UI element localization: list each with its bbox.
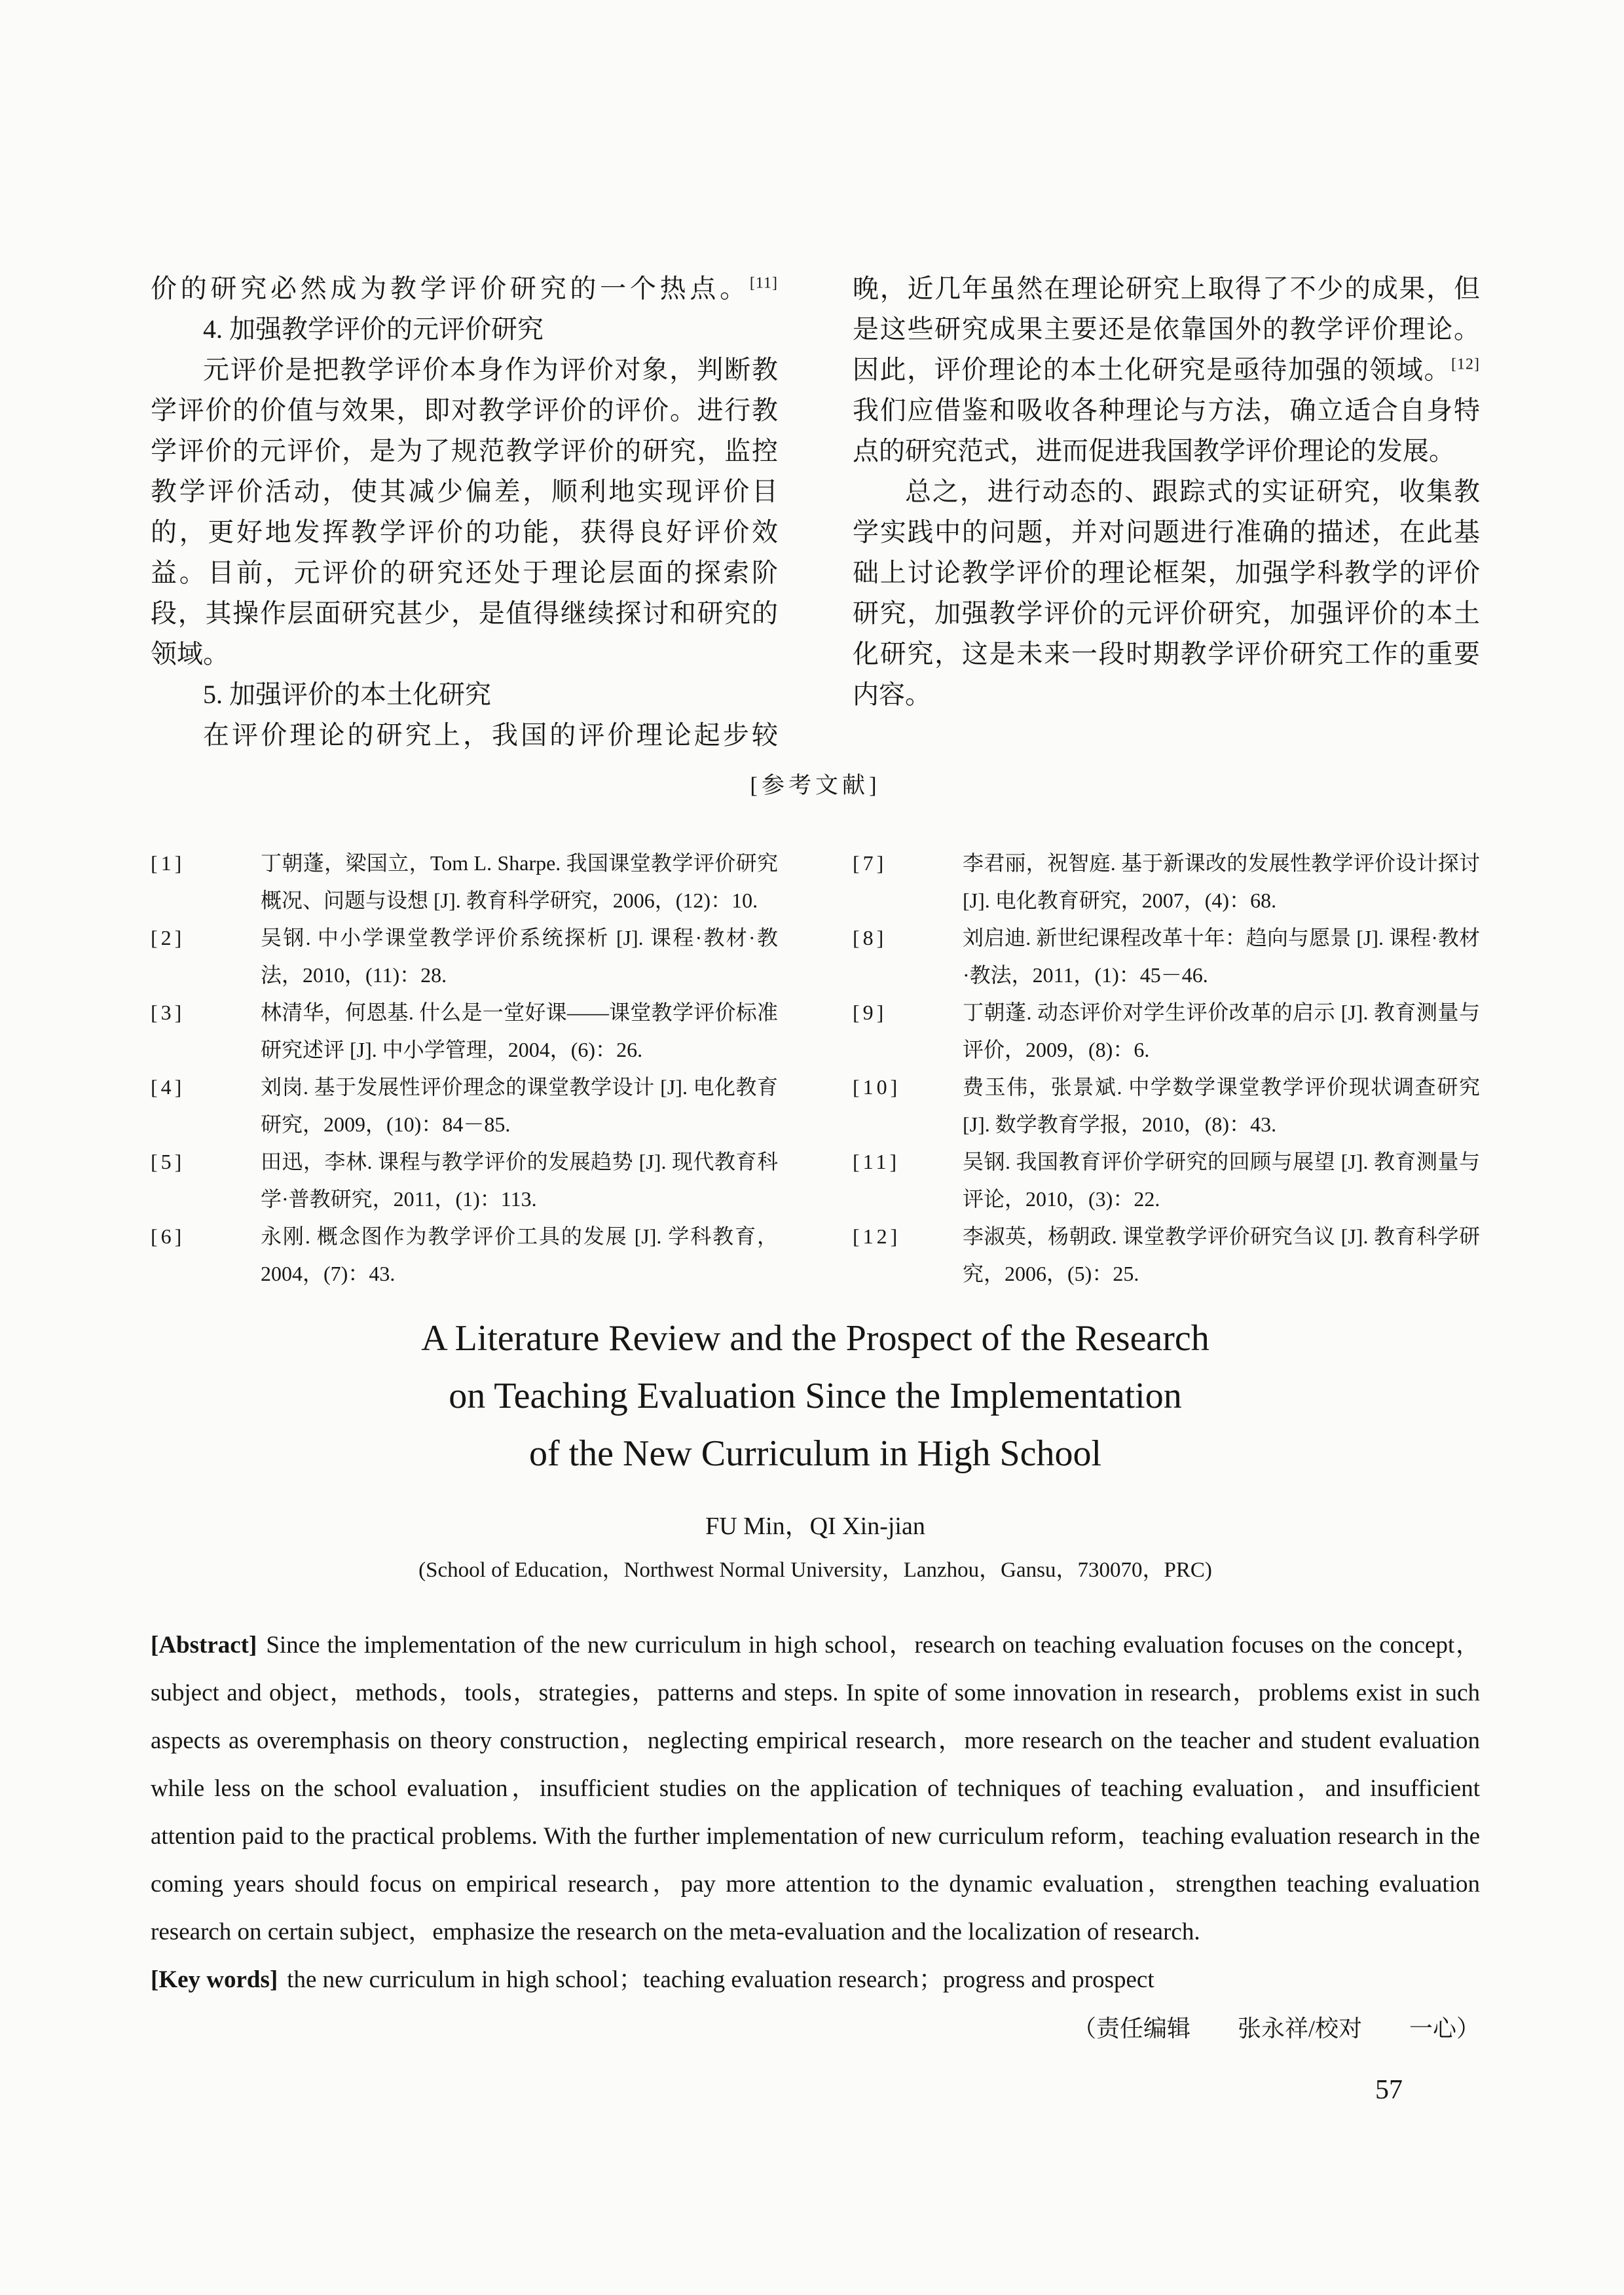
- reference-entry: [151, 1218, 778, 1293]
- reference-entry: [853, 1143, 1480, 1218]
- paragraph-text: 晚，近几年虽然在理论研究上取得了不少的成果，但是这些研究成果主要还是依靠国外的教学评价理论。因此，评价理论的本土化研究是亟待加强的领域。: [853, 274, 1480, 384]
- editor-note: （责任编辑 张永祥/校对 一心）: [1072, 2015, 1480, 2042]
- reference-number: [5]: [151, 1150, 185, 1173]
- reference-text: 李淑英，杨朝政. 课堂教学评价研究刍议 [J]. 教育科学研究，2006，(5)：25.: [963, 1224, 1480, 1285]
- reference-text: 吴钢. 中小学课堂教学评价系统探析 [J]. 课程·教材·教法，2010，(11)：28.: [261, 926, 778, 987]
- reference-number: [3]: [151, 1001, 185, 1024]
- reference-text: 费玉伟，张景斌. 中学数学课堂教学评价现状调查研究 [J]. 数学教育学报，2010，(8)：43.: [963, 1075, 1480, 1136]
- reference-text: 丁朝蓬. 动态评价对学生评价改革的启示 [J]. 教育测量与评价，2009，(8)：6.: [963, 1001, 1480, 1061]
- reference-number: [12]: [853, 1224, 901, 1248]
- reference-entry: [151, 1143, 778, 1218]
- reference-text: 田迅，李林. 课程与教学评价的发展趋势 [J]. 现代教育科学·普教研究，2011，(1)：113.: [261, 1150, 778, 1211]
- references-columns: [151, 845, 1480, 1293]
- reference-entry: [151, 845, 778, 919]
- reference-number: [2]: [151, 926, 185, 949]
- reference-entry: [853, 1069, 1480, 1143]
- body-columns: [151, 268, 1480, 756]
- references-right-column: [853, 845, 1480, 1293]
- reference-entry: [853, 1218, 1480, 1293]
- english-title-line: of the New Curriculum in High School: [528, 1433, 1102, 1474]
- reference-text: 林清华，何恩基. 什么是一堂好课——课堂教学评价标准研究述评 [J]. 中小学管理，2004，(6)：26.: [261, 1001, 778, 1061]
- affiliation-line: (School of Education，Northwest Normal University，Lanzhou，Gansu，730070，PRC): [418, 1558, 1212, 1582]
- paragraph-text: 我们应借鉴和吸收各种理论与方法，确立适合自身特点的研究范式，进而促进我国教学评价理论的发展。: [853, 395, 1480, 466]
- paragraph-localization-end: [853, 268, 1480, 471]
- page-number: 57: [1375, 2075, 1403, 2105]
- section-heading-5: 5. 加强评价的本土化研究: [203, 680, 491, 709]
- body-right-column: [853, 268, 1480, 756]
- abstract-paragraph: [151, 1621, 1480, 1956]
- reference-text: 丁朝蓬，梁国立，Tom L. Sharpe. 我国课堂教学评价研究概况、问题与设想 [J]. 教育科学研究，2006，(12)：10.: [261, 851, 778, 912]
- reference-text: 李君丽，祝智庭. 基于新课改的发展性教学评价设计探讨 [J]. 电化教育研究，2007，(4)：68.: [963, 851, 1480, 912]
- english-title: [151, 1310, 1480, 1482]
- reference-number: [9]: [853, 1001, 887, 1024]
- references-left-column: [151, 845, 778, 1293]
- reference-text: 永刚. 概念图作为教学评价工具的发展 [J]. 学科教育，2004，(7)：43.: [261, 1224, 778, 1285]
- page-content: [151, 268, 1480, 2049]
- reference-number: [8]: [853, 926, 887, 949]
- reference-entry: [151, 994, 778, 1069]
- reference-entry: [853, 994, 1480, 1069]
- paragraph-meta-evaluation: 元评价是把教学评价本身作为评价对象，判断教学评价的价值与效果，即对教学评价的评价。进行教学评价的元评价，是为了规范教学评价的研究，监控教学评价活动，使其减少偏差，顺利地实现评价目的，更好地发挥教学评价的功能，获得良好评价效益。目前，元评价的研究还处于理论层面的探索阶段，其操作层面研究甚少，是值得继续探讨和研究的领域。: [151, 355, 778, 669]
- section-heading-4: 4. 加强教学评价的元评价研究: [203, 314, 544, 344]
- abstract-label: [Abstract]: [151, 1632, 257, 1659]
- reference-entry: [853, 845, 1480, 919]
- authors-line: FU Min，QI Xin-jian: [705, 1513, 925, 1540]
- keywords-label: [Key words]: [151, 1966, 278, 1993]
- keywords-text: the new curriculum in high school；teaching evaluation research；progress and prospect: [287, 1966, 1154, 1993]
- reference-number: [10]: [853, 1075, 901, 1099]
- english-title-line: on Teaching Evaluation Since the Implementation: [449, 1376, 1182, 1416]
- reference-number: [11]: [853, 1150, 900, 1173]
- paragraph-text: 价的研究必然成为教学评价研究的一个热点。: [151, 274, 750, 303]
- citation-marker-12: [12]: [1451, 356, 1480, 373]
- reference-entry: [853, 919, 1480, 994]
- body-left-column: [151, 268, 778, 756]
- paragraph-localization-start: 在评价理论的研究上，我国的评价理论起步较: [203, 720, 778, 750]
- reference-entry: [151, 919, 778, 994]
- citation-marker-11: [11]: [749, 274, 778, 292]
- reference-text: 刘岗. 基于发展性评价理念的课堂教学设计 [J]. 电化教育研究，2009，(10)：84－85.: [261, 1075, 778, 1136]
- english-title-line: A Literature Review and the Prospect of the Research: [421, 1318, 1209, 1359]
- reference-number: [4]: [151, 1075, 185, 1099]
- abstract-text: Since the implementation of the new curriculum in high school，research on teaching evaluation focuses on the concept，subject and object，methods，tools，strategies，patterns and steps. In spite of some innovation in research，problems exist in such aspects as overemphasis on theory construction，neglecting empirical research，more research on the teacher and student evaluation while less on the school evaluation，insufficient studies on the application of techniques of teaching evaluation，and insufficient attention paid to the practical problems. With the further implementation of new curriculum reform，teaching evaluation research in the coming years should focus on empirical research，pay more attention to the dynamic evaluation，strengthen teaching evaluation research on certain subject，emphasize the research on the meta-evaluation and the localization of research.: [151, 1632, 1480, 1945]
- paragraph-summary: 总之，进行动态的、跟踪式的实证研究，收集教学实践中的问题，并对问题进行准确的描述，在此基础上讨论教学评价的理论框架，加强学科教学的评价研究，加强教学评价的元评价研究，加强评价的本土化研究，这是未来一段时期教学评价研究工作的重要内容。: [853, 477, 1480, 709]
- reference-number: [1]: [151, 851, 185, 875]
- references-header: [参考文献]: [750, 773, 881, 798]
- reference-text: 刘启迪. 新世纪课程改革十年：趋向与愿景 [J]. 课程·教材·教法，2011，(1)：45－46.: [963, 926, 1480, 987]
- reference-number: [6]: [151, 1224, 185, 1248]
- keywords-line: [151, 1956, 1480, 2004]
- paragraph-continuation: [151, 268, 778, 309]
- reference-text: 吴钢. 我国教育评价学研究的回顾与展望 [J]. 教育测量与评论，2010，(3)：22.: [963, 1150, 1480, 1211]
- reference-number: [7]: [853, 851, 887, 875]
- reference-entry: [151, 1069, 778, 1143]
